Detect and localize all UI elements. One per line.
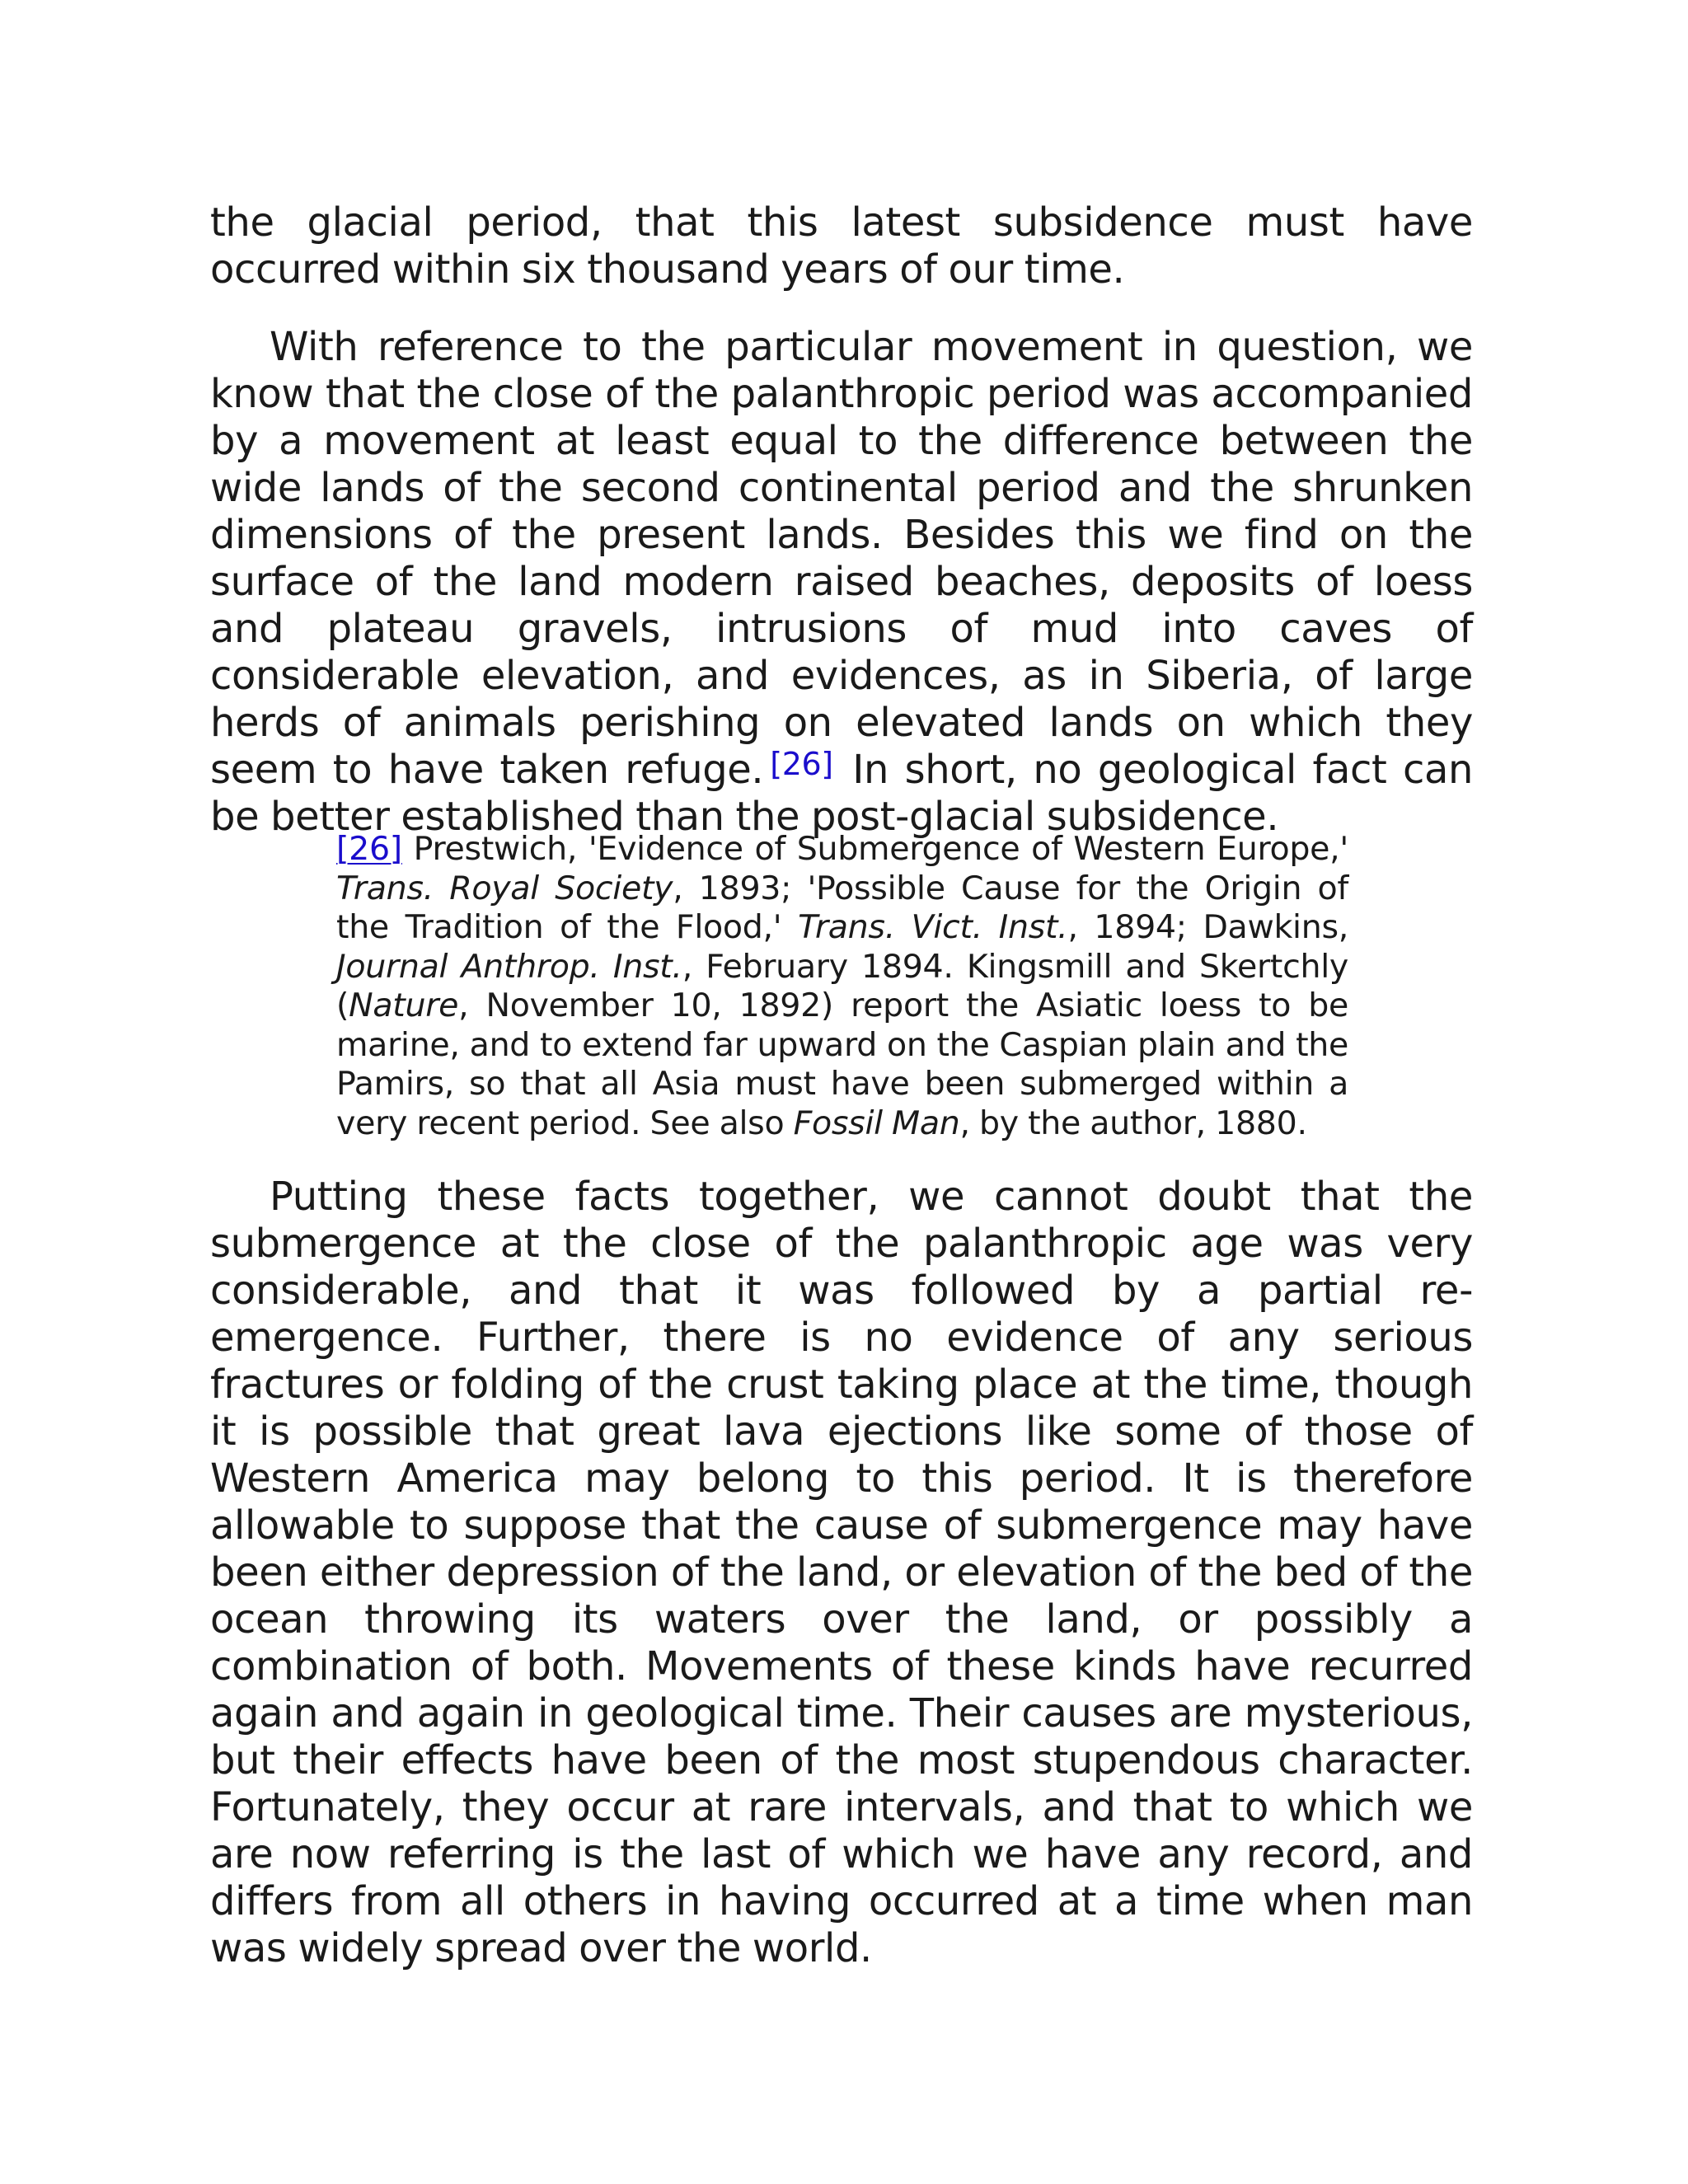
footnote-italic-fossil-man: Fossil Man [793, 1104, 960, 1142]
footnote-italic-nature: Nature [349, 987, 459, 1024]
footnote-text-3: , 1894; Dawkins, [1067, 908, 1348, 946]
footnote-text-2: , 1893; 'Possible Cause for the Origin of the Tradition of the Flood,' [336, 869, 1348, 946]
footnote-italic-trans-vict-inst: Trans. Vict. Inst. [798, 908, 1068, 946]
footnote-italic-trans-royal-society: Trans. Royal Society [336, 869, 673, 907]
paragraph-movement-before-ref: With reference to the particular movement in question, we know that the close of the palanthropic period was accompanied by a movement at least equal to the difference between the wide lands of the second continental period and the shrunken dimensions of the present lands. Besides this we find on the surface of the land modern raised beaches, deposits of loess and plateau gravels, intrusions of mud into caves of considerable elevation, and evidences, as in Siberia, of large herds of animals perishing on elevated lands on which they seem to have taken refuge. [210, 324, 1473, 793]
footnote-reference-superscript [770, 746, 832, 782]
footnote-26-backlink[interactable]: [26] [336, 830, 402, 868]
paragraph-movement-after-ref: In short, no geological fact can be better established than the post-glacial subsidence. [210, 747, 1474, 840]
paragraph-conclusion-text: Putting these facts together, we cannot doubt that the submergence at the close of the palanthropic age was very considerable, and that it was followed by a partial re-emergence. Further, there is no evidence of any serious fractures or folding of the crust taking place at the time, though it is possible that great lava ejections like some of those of Western America may belong to this period. It is therefore allowable to suppose that the cause of submergence may have been either depression of the land, or elevation of the bed of the ocean throwing its waters over the land, or possibly a combination of both. Movements of these kinds have recurred again and again in geological time. Their causes are mysterious, but their effects have been of the most stupendous character. Fortunately, they occur at rare intervals, and that to which we are now referring is the last of which we have any record, and differs from all others in having occurred at a time when man was widely spread over the world. [210, 1174, 1473, 1971]
paragraph-movement [210, 324, 1473, 841]
footnote-italic-journal-anthrop-inst: Journal Anthrop. Inst. [336, 947, 682, 986]
footnote-26-text [336, 830, 1348, 1143]
paragraph-conclusion [210, 1174, 1473, 1972]
footnote-text-5: , November 10, 1892) report the Asiatic loess to be marine, and to extend far upward on the Caspian plain and the Pamirs, so that all Asia must have been submerged within a very recent period. See also [336, 987, 1348, 1142]
footnote-text-1: Prestwich, 'Evidence of Submergence of Western Europe,' [413, 830, 1348, 868]
footnote-text-6: , by the author, 1880. [959, 1104, 1307, 1142]
paragraph-movement-text [210, 324, 1473, 841]
paragraph-continued [210, 199, 1473, 293]
footnote-26-link[interactable]: [26] [770, 746, 833, 782]
paragraph-continued-text: the glacial period, that this latest subsidence must have occurred within six thousand years of our time. [210, 199, 1473, 293]
footnote-text-4: , February 1894. Kingsmill and Skertchly ( [336, 947, 1348, 1024]
footnote-26 [336, 830, 1348, 1143]
